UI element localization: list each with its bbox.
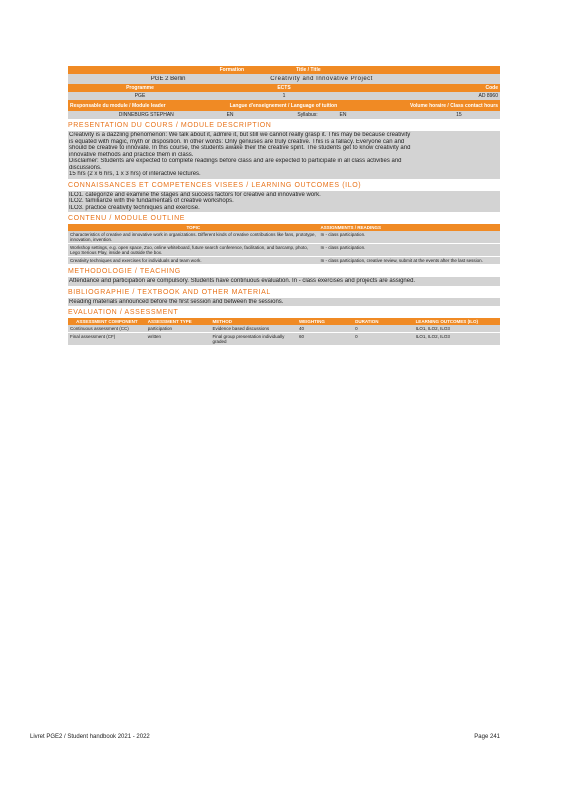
eval-duration-cell: 0 xyxy=(353,325,413,333)
table-row xyxy=(68,231,500,244)
presentation-line: should be creative to innovate. In this course, the students awake their the creative spirit. The students get to know creativity and xyxy=(69,145,411,151)
title-value: Creativity and Innovative Project xyxy=(270,76,373,82)
eval-header-duration: DURATION xyxy=(353,318,413,325)
presentation-line: Disclaimer: Students are expected to complete readings before class and are expected to participate in all class activities and xyxy=(69,158,402,164)
ilo-line: ILO3. practice creativity techniques and exercise. xyxy=(69,204,200,211)
volume-label: Volume horaire / Class contact hours xyxy=(410,102,499,109)
code-label: Code xyxy=(485,85,498,91)
outline-assignment-cell: In - class participation, creative review, submit at the events after the last session. xyxy=(319,257,500,265)
table-row xyxy=(68,333,500,346)
presentation-text xyxy=(68,131,500,179)
code-value: AD 8960 xyxy=(478,93,498,99)
bibliography-title: BIBLIOGRAPHIE / TEXTBOOK AND OTHER MATERIAL xyxy=(68,288,271,296)
eval-header-outcomes: LEARNING OUTCOMES (ILO) xyxy=(414,318,500,325)
outline-assignment-cell: In - class participation. xyxy=(319,244,500,257)
eval-type-cell: written xyxy=(146,333,211,346)
table-row xyxy=(68,257,500,265)
programme-value: PGE xyxy=(134,93,146,99)
table-row xyxy=(68,325,500,333)
presentation-line: Creativity is a dazzling phenomenon: We talk about it, admire it, but still we cannot really grasp it. This may be because creativity xyxy=(69,132,411,138)
eval-header-type: ASSESSMENT TYPE xyxy=(146,318,211,325)
table-row xyxy=(68,244,500,257)
methodology-line: Attendance and participation are compulsory. Students have continuous evaluation. In - class exercises and projects are assigned. xyxy=(69,278,416,284)
footer-left-text: Livret PGE2 / Student handbook 2021 - 2022 xyxy=(30,734,150,740)
formation-value: PGE 2 Berlin xyxy=(150,76,186,82)
header-values-row-3 xyxy=(68,111,500,119)
ects-label: ECTS xyxy=(277,85,291,91)
eval-component-cell: Continuous assessment (CC) xyxy=(68,325,146,333)
ilo-title: CONNAISSANCES ET COMPETENCES VISEES / LEARNING OUTCOMES (ILO) xyxy=(68,181,362,189)
eval-method-cell: Final group presentation individually graded xyxy=(211,333,297,346)
ects-value: 1 xyxy=(282,93,286,99)
presentation-line: is equated with magic, myth or disposition. In other words: Only geniuses are truly creative. This is a fallacy. Everyone can and xyxy=(69,138,405,145)
title-label: Title / Title xyxy=(296,67,321,73)
eval-weighting-cell: 40 xyxy=(297,325,353,333)
eval-weighting-cell: 60 xyxy=(297,333,353,346)
header-labels-row-2 xyxy=(68,84,500,92)
ilo-text xyxy=(68,191,500,213)
eval-outcomes-cell: ILO1, ILO2, ILO3 xyxy=(414,325,500,333)
outline-header-assignments: ASSIGNMENTS / READINGS xyxy=(319,224,500,231)
page-number: Page 241 xyxy=(474,734,500,740)
presentation-title: PRESENTATION DU COURS / MODULE DESCRIPTION xyxy=(68,122,272,129)
methodology-title: METHODOLOGIE / TEACHING xyxy=(68,268,181,275)
ilo-line: ILO1. categorize and examine the stages and success factors for creative and innovative work. xyxy=(69,191,321,198)
course-sheet xyxy=(68,66,500,346)
outline-topic-cell: Creativity techniques and exercises for individuals and team work. xyxy=(68,257,319,265)
presentation-line: discussions. xyxy=(69,164,102,171)
presentation-line: innovative methods and practice them in class. xyxy=(69,151,194,158)
responsible-value: DINNEBURG STEPHAN xyxy=(118,112,174,118)
evaluation-title: EVALUATION / ASSESSMENT xyxy=(68,309,179,316)
outline-assignment-cell: In - class participation. xyxy=(319,231,500,244)
syllabus-value: EN xyxy=(339,112,347,118)
eval-header-method: METHOD xyxy=(211,318,297,325)
eval-header-component: ASSESSMENT COMPONENT xyxy=(68,318,146,325)
outline-topic-cell: Characteristics of creative and innovative work in organizations. Different kinds of creative contributions like fans, prototype, innovation, invention. xyxy=(68,231,319,244)
header-values-row-2 xyxy=(68,92,500,100)
bibliography-line: Reading materials announced before the first session and between the sessions. xyxy=(69,298,284,305)
eval-component-cell: Final assessment (CF) xyxy=(68,333,146,346)
volume-value: 15 xyxy=(456,112,462,118)
eval-duration-cell: 0 xyxy=(353,333,413,346)
eval-type-cell: participation xyxy=(146,325,211,333)
evaluation-table xyxy=(68,318,500,346)
eval-method-cell: Evidence based discussions xyxy=(211,325,297,333)
formation-label: Formation xyxy=(219,67,245,73)
page-footer xyxy=(30,734,500,740)
programme-label: Programme xyxy=(126,85,154,91)
eval-header-weighting: WEIGHTING xyxy=(297,318,353,325)
responsible-label: Responsable du module / Module leader xyxy=(70,102,166,109)
outline-title: CONTENU / MODULE OUTLINE xyxy=(68,215,186,222)
presentation-line: 15 hrs (2 x 6 hrs, 1 x 3 hrs) of interactive lectures. xyxy=(69,171,201,177)
outline-header-topic: TOPIC xyxy=(68,224,319,231)
ilo-line: ILO2. familiarize with the fundamentals of creative workshops. xyxy=(69,198,234,204)
header-values-row-1 xyxy=(68,74,500,84)
outline-topic-cell: Workshop settings, e.g. open space, Zoo, online whiteboard, future search conference, facilitation, and barcamp, photo, Lego Serious Play, inside and outside the box. xyxy=(68,244,319,257)
methodology-text xyxy=(68,277,500,286)
language-value: EN xyxy=(226,112,234,118)
header-labels-row-3 xyxy=(68,100,500,111)
eval-outcomes-cell: ILO1, ILO2, ILO3 xyxy=(414,333,500,346)
header-labels-row-1 xyxy=(68,66,500,74)
language-label: Langue d'enseignement / Language of tuition xyxy=(229,102,338,109)
bibliography-text xyxy=(68,298,500,307)
outline-table xyxy=(68,224,500,265)
syllabus-label: Syllabus: xyxy=(297,112,318,118)
